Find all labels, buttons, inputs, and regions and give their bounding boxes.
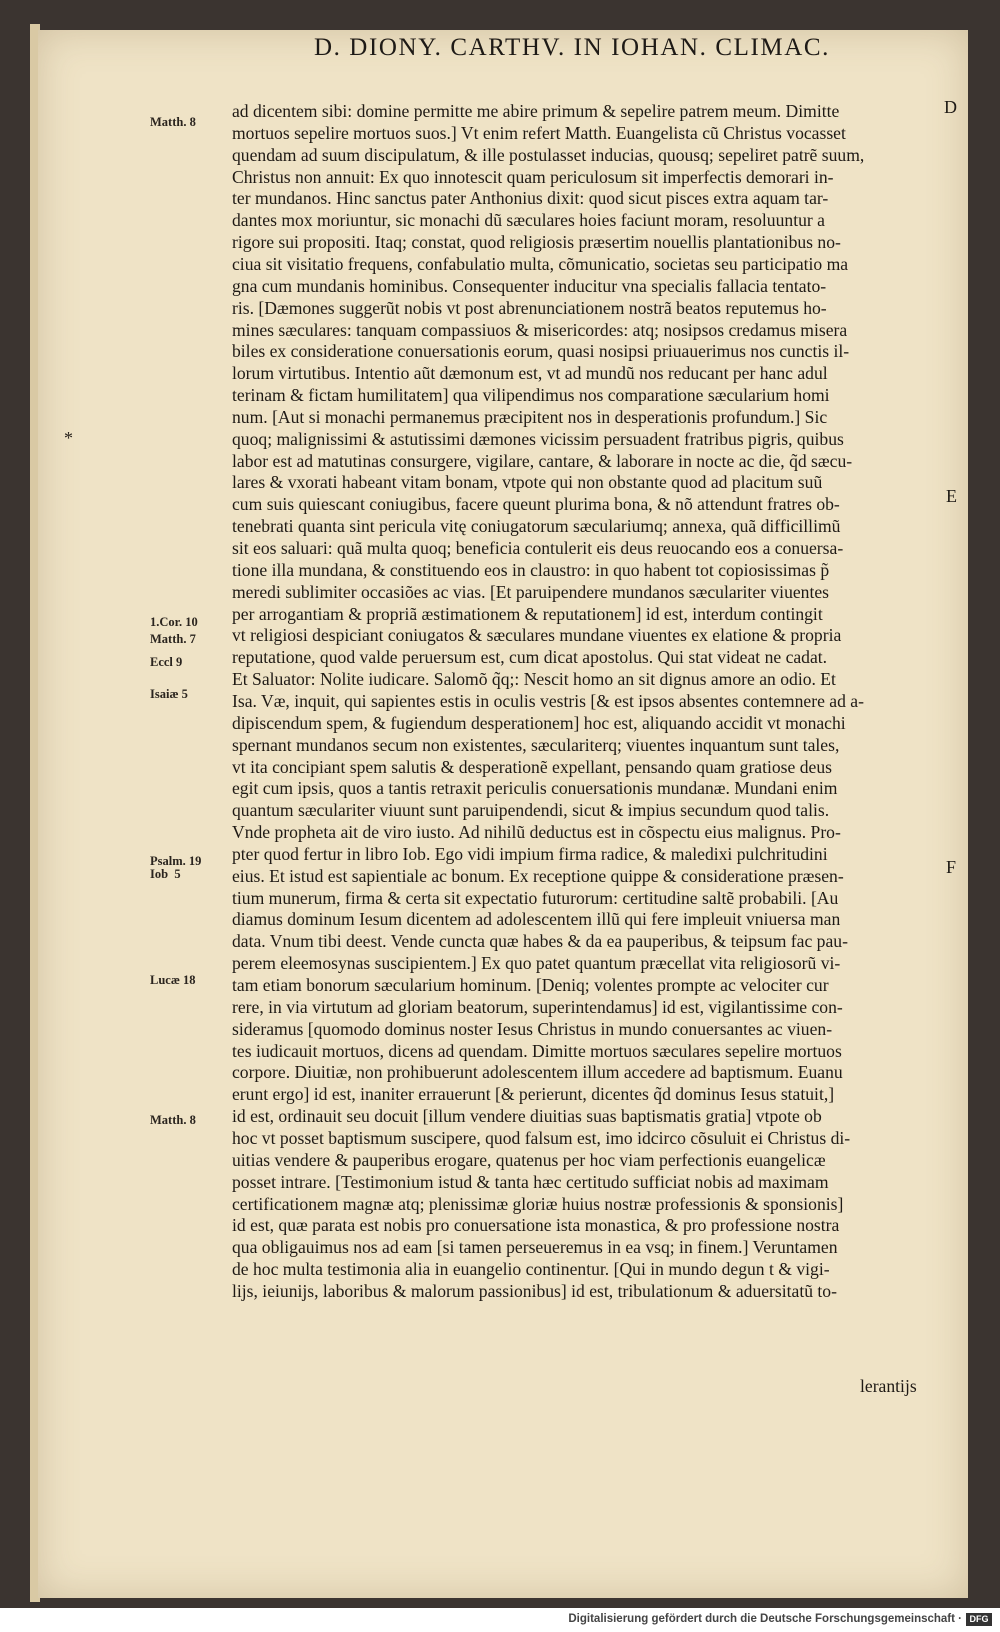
text-line: dantes mox moriuntur, sic monachi dũ sæculares hoies faciunt moram, resoluuntur a [232, 210, 825, 231]
ornament-asterisk: * [64, 428, 73, 448]
text-line: Et Saluator: Nolite iudicare. Salomõ q̃q;: Nescit homo an sit dignus amore an odio. Et [232, 669, 836, 690]
text-line: id est, quæ parata est nobis pro conuersatione ista monastica, & pro professione nostra [232, 1215, 840, 1236]
text-line: labor est ad matutinas consurgere, vigilare, cantare, & laborare in nocte ac die, q̃d sæcu- [232, 450, 853, 471]
text-line: ter mundanos. Hinc sanctus pater Anthonius dixit: quod sicut pisces extra aquam tar- [232, 188, 829, 209]
text-line: lijs, ieiunijs, laboribus & malorum passionibus] id est, tribulationum & aduersitatũ to- [232, 1280, 837, 1301]
marginal-citation-isaiae-5: Isaiæ 5 [150, 687, 188, 701]
text-line: num. [Aut si monachi permanemus præcipitent nos in desperationis profundum.] Sic [232, 406, 828, 427]
text-line: terinam & fictam humilitatem] qua vilipendimus nos comparatione sæcularium homi [232, 385, 830, 406]
text-line: egit cum ipsis, quos a tantis retraxit periculis conuersationis mundanæ. Mundani enim [232, 778, 838, 799]
marginal-citation-matth-7: Matth. 7 [150, 632, 196, 646]
section-letter-e: E [946, 486, 957, 506]
text-line: spernant mundanos secum non existentes, sæculariterq; viuentes inquantum sunt tales, [232, 734, 840, 755]
text-line: biles ex consideratione conuersationis eorum, quasi nosipsi priuauerimus nos cunctis il- [232, 341, 850, 362]
text-line: gna cum mundanis hominibus. Consequenter inducitur vna specialis fallacia tentato- [232, 275, 827, 296]
text-line: tes iudicauit mortuos, dicens ad quendam. Dimitte mortuos sæculares sepelire mortuos [232, 1040, 842, 1061]
text-line: Isa. Væ, inquit, qui sapientes estis in oculis vestris [& est ipsos absentes contemnere ad a- [232, 690, 864, 711]
text-line: meredi sublimiter occasiões ac vias. [Et paruipendere mundanos sæculariter viuentes [232, 581, 830, 602]
text-line: eius. Et istud est sapientiale ac bonum. Ex receptione quippe & consideratione præsen- [232, 865, 844, 886]
text-line: data. Vnum tibi deest. Vende cuncta quæ habes & da ea pauperibus, & teipsum fac pau- [232, 931, 848, 952]
text-line: mortuos sepelire mortuos suos.] Vt enim refert Matth. Euangelista cũ Christus vocasset [232, 122, 846, 143]
dfg-logo: DFG [966, 1613, 992, 1626]
text-line: vt religiosi despiciant coniugatos & sæculares mundane viuentes ex elatione & propria [232, 625, 842, 646]
text-line: tenebrati quanta sint pericula vitę coniugatorum sæculariumq; annexa, quã difficillimũ [232, 516, 841, 537]
marginal-citation-1-cor-10: 1.Cor. 10 [150, 615, 198, 629]
text-line: uitias vendere & pauperibus erogare, quatenus per hoc viam perfectionis euangelicæ [232, 1149, 826, 1170]
footer-bar [0, 1608, 1000, 1632]
text-line: pter quod fertur in libro Iob. Ego vidi impium firma radice, & maledixi pulchritudini [232, 843, 828, 864]
text-line: Vnde propheta ait de viro iusto. Ad nihilũ deductus est in cõspectu eius malignus. Pro- [232, 822, 841, 843]
text-line: certificationem magnæ atq; plenissimæ gloriæ huius nostræ professionis & sponsionis] [232, 1193, 844, 1214]
text-line: tam etiam bonorum sæcularium hominum. [Deniq; volentes prompte ac velociter cur [232, 975, 829, 995]
funding-credit: Digitalisierung gefördert durch die Deutsche Forschungsgemeinschaft · [568, 1613, 962, 1625]
text-line: rere, in via virtutum ad gloriam beatorum, superintendamus] id est, vigilantissime con- [232, 996, 843, 1017]
text-line: hoc vt posset baptismum suscipere, quod falsum est, imo idcirco cõsuluit ei Christus di- [232, 1127, 851, 1148]
text-line: lares & vxorati habeant vitam bonam, vtpote qui non obstante quod ad placitum suũ [232, 472, 823, 493]
text-line: erunt ergo] id est, inaniter errauerunt [& perierunt, dicentes q̃d dominus Iesus statuit,] [232, 1084, 835, 1105]
marginal-citation-lucae-18: Lucæ 18 [150, 973, 196, 987]
text-line: Christus non annuit: Ex quo innotescit quam periculosum sit imperfectis demorari in- [232, 166, 834, 187]
text-line: tium munerum, firma & certa sit expectatio futurorum: certitudine saltẽ probabili. [Au [232, 887, 839, 908]
section-letter-f: F [946, 857, 957, 877]
text-line: ris. [Dæmones suggerũt nobis vt post abrenunciationem nostrã beatos reputemus ho- [232, 297, 827, 318]
text-line: quendam ad suum discipulatum, & ille postulasset inducias, quousq; sepeliret patrẽ suum, [232, 144, 865, 165]
text-line: cum suis quiescant coniugibus, facere queunt plurima bona, & nõ attendunt fratres ob- [232, 494, 840, 515]
marginal-citation-matth-8-b: Matth. 8 [150, 1113, 196, 1127]
text-line: vt ita concipiant spem salutis & desperationẽ expellant, pensando quam gratiose deus [232, 756, 832, 777]
running-title: D. DIONY. CARTHV. IN IOHAN. CLIMAC. [313, 34, 831, 61]
text-line: perem eleemosynas suscipientem.] Ex quo patet quantum præcellat vita religiosorũ vi- [232, 953, 841, 974]
text-line: mines sæculares: tanquam compassiuos & misericordes: atq; nosipsos credamus misera [232, 319, 848, 340]
text-line: reputatione, quod valde peruersum est, cum dicat apostolus. Qui stat videat ne cadat. [232, 647, 828, 668]
text-line: ciua sit visitatio frequens, confabulatio multa, cõmunicatio, societas seu participatio ma [232, 253, 849, 274]
text-line: sideramus [quomodo dominus noster Iesus Christus in mundo conuersantes ac viuen- [232, 1018, 833, 1039]
text-line: sit eos saluari: quã multa quoq; beneficia contulerit eis deus reuocando eos a conuersa- [232, 538, 844, 558]
text-line: dipiscendum spem, & fugiendum desperationem] hoc est, aliquando accidit vt monachi [232, 712, 846, 733]
marginal-citation-matth-8: Matth. 8 [150, 115, 196, 129]
marginal-citation-psalm-iob: Psalm. 19 Iob 5 [150, 854, 202, 881]
text-line: rigore sui propositi. Itaq; constat, quod religiosis præsertim nouellis plantationibus no- [232, 232, 841, 253]
text-line: id est, ordinauit seu docuit [illum vendere diuitias suas baptismatis gratia] vtpote ob [232, 1106, 822, 1127]
catchword: lerantijs [860, 1376, 917, 1396]
text-line: quoq; malignissimi & astutissimi dæmones vicissim persuadent fratribus pigris, quibus [232, 428, 844, 449]
text-line: de hoc multa testimonia alia in euangelio continentur. [Qui in mundo degun t & vigi- [232, 1259, 830, 1280]
text-line: ad dicentem sibi: domine permitte me abire primum & sepelire patrem meum. Dimitte [232, 101, 840, 121]
text-line: qua obligauimus nos ad eam [si tamen perseueremus in ea vsq; in finem.] Veruntamen [232, 1237, 838, 1258]
text-line: tione illa mundana, & constituendo eos in claustro: in quo habent tot copiosissimas p̃ [232, 559, 830, 580]
text-line: diamus dominum Iesum dicentem ad adolescentem illũ qui fere impleuit vniuersa man [232, 909, 841, 930]
text-line: corpore. Diuitiæ, non prohibuerunt adolescentem illum accedere ad baptismum. Euanu [232, 1062, 843, 1083]
text-line: quantum sæculariter viuunt sunt paruipendendi, sicut & impius secundum quod talis. [232, 800, 830, 821]
section-letter-d: D [944, 97, 957, 117]
text-line: lorum virtutibus. Intentio aũt dæmonum est, vt ad mundũ nos reducant per hanc adul [232, 363, 828, 384]
marginal-citation-eccl-9: Eccl 9 [150, 655, 183, 669]
text-line: per arrogantiam & propriã æstimationem & reputationem] id est, interdum contingit [232, 603, 823, 624]
text-line: posset intrare. [Testimonium istud & tanta hæc certitudo sufficiat nobis ad maximam [232, 1171, 829, 1192]
